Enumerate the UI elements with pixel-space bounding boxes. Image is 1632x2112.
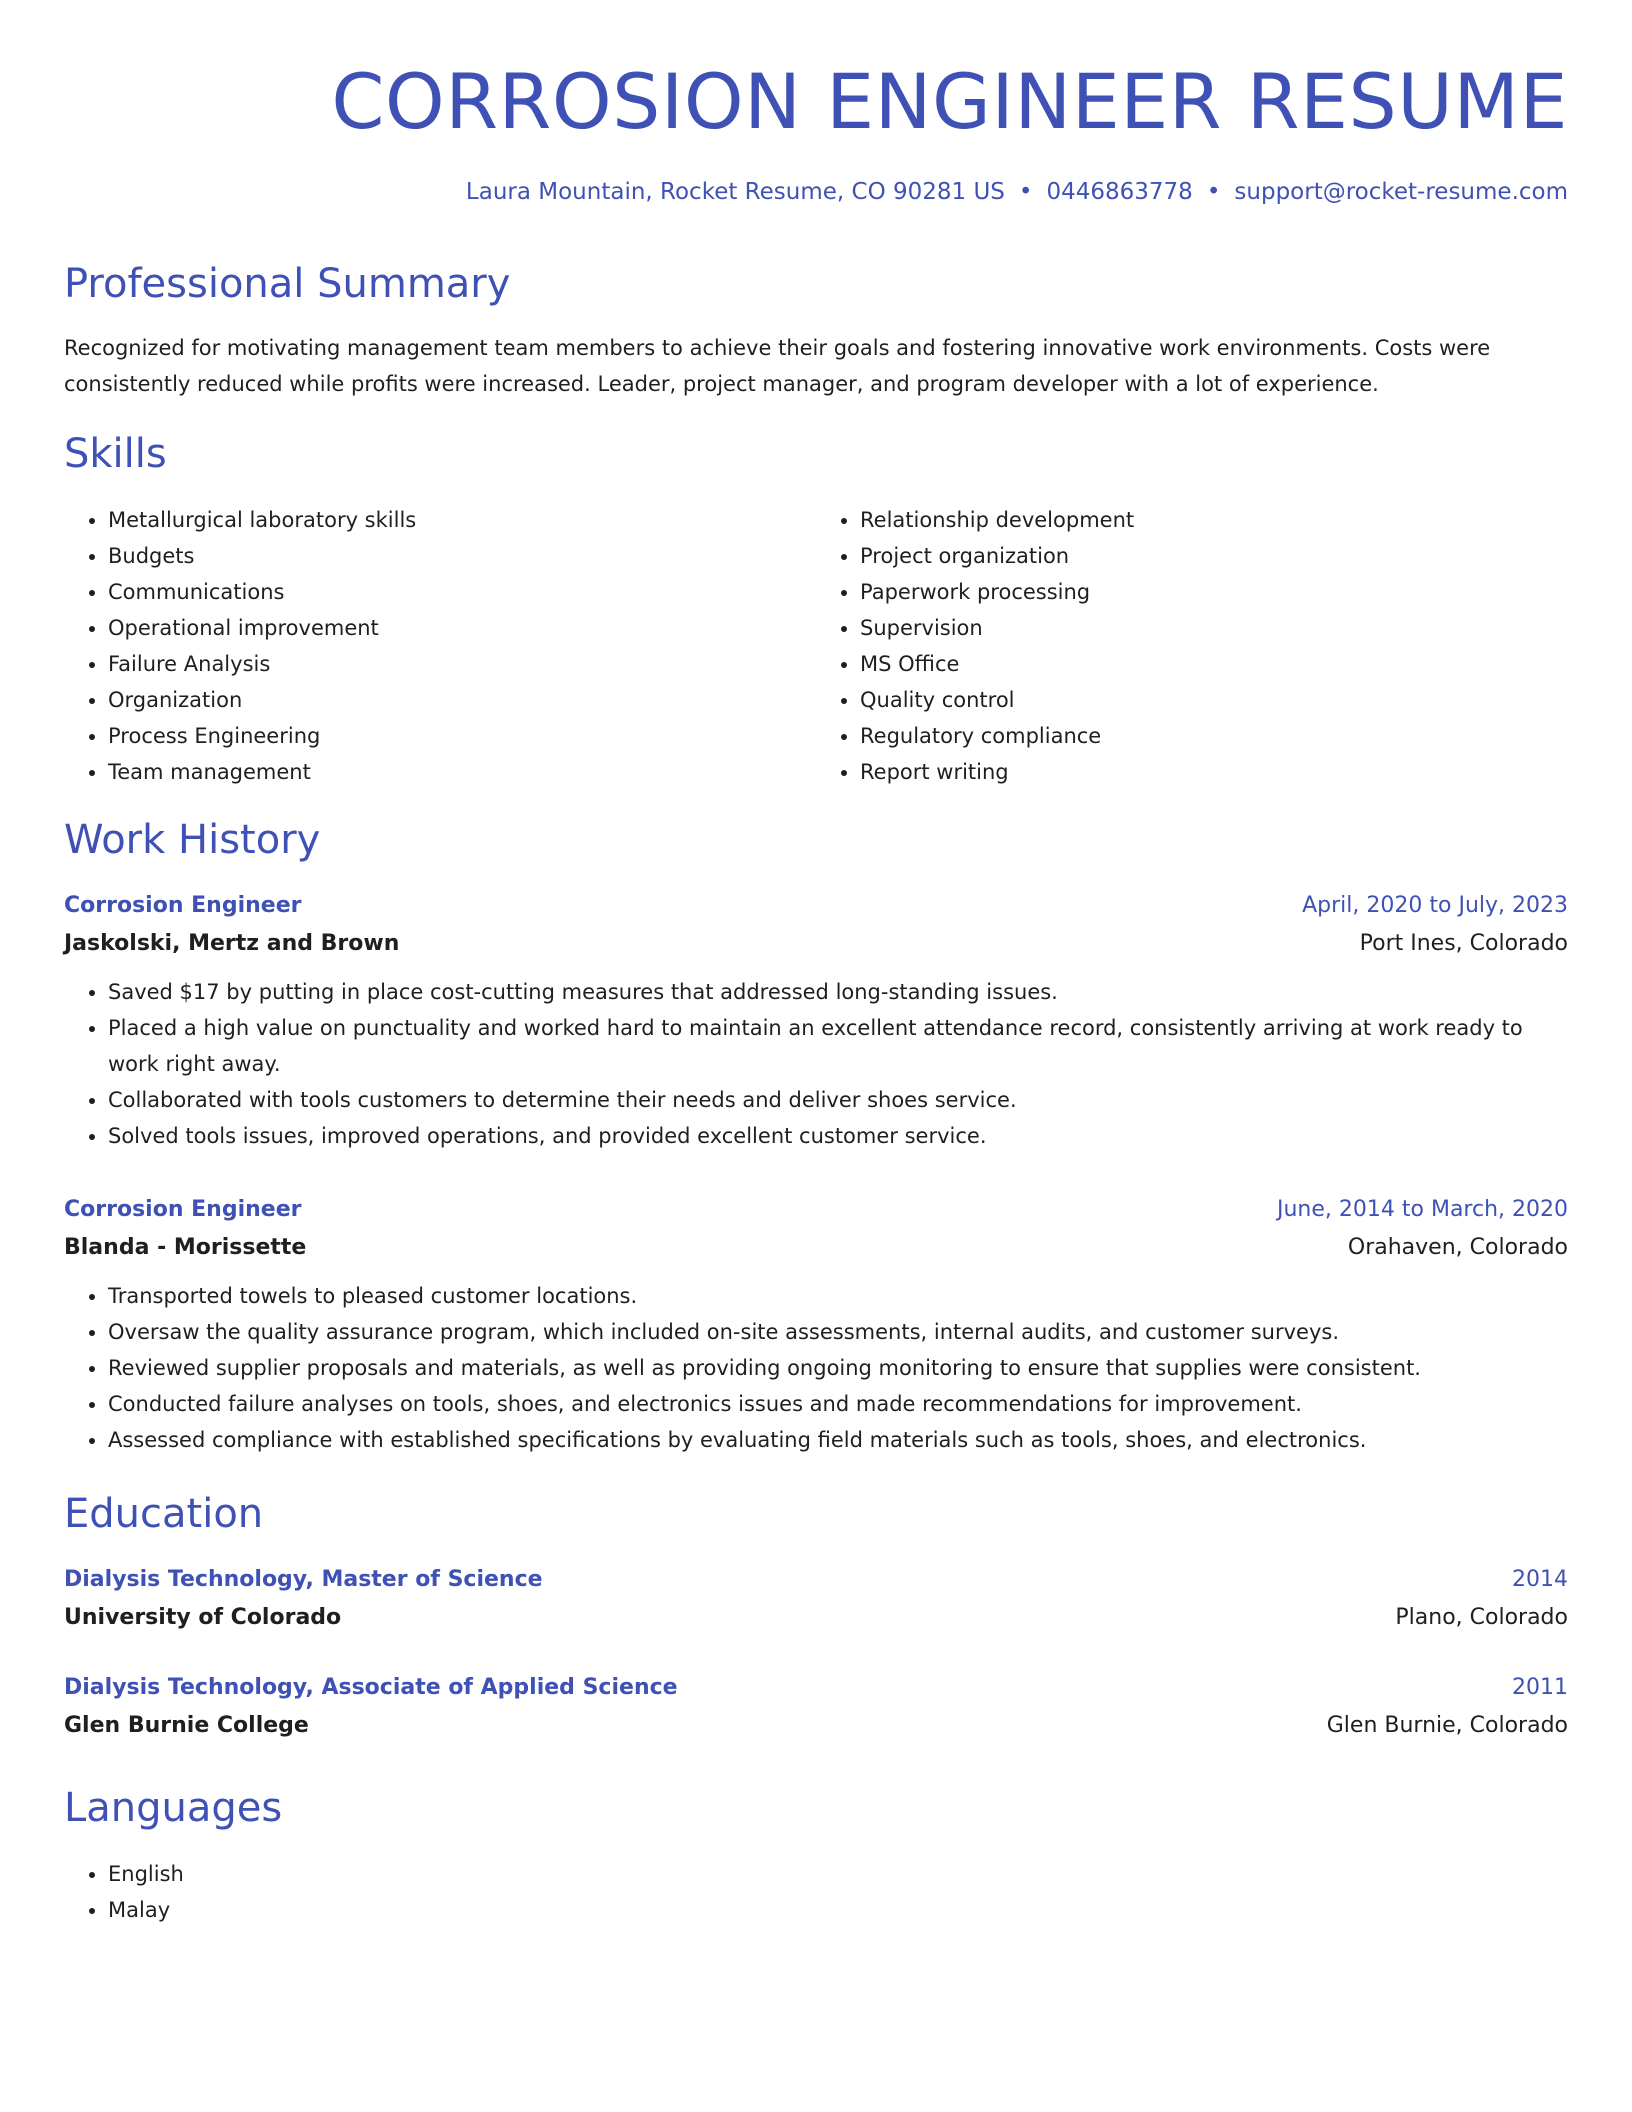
education-degree-row — [64, 1562, 1568, 1598]
skill-item: • Failure Analysis — [108, 646, 816, 682]
skill-item: • Regulatory compliance — [860, 718, 1568, 754]
education-school: University of Colorado — [64, 1605, 342, 1630]
education-degree: Dialysis Technology, Associate of Applied Science — [64, 1675, 678, 1700]
skill-item: • Organization — [108, 682, 816, 718]
job-role: Corrosion Engineer — [64, 1197, 302, 1222]
contact-separator: • — [1206, 179, 1221, 205]
job-bullets — [64, 974, 1568, 1154]
education-degree: Dialysis Technology, Master of Science — [64, 1567, 543, 1592]
skills-column-left — [64, 502, 816, 790]
job-title-row — [64, 1192, 1568, 1228]
skill-item: • Operational improvement — [108, 610, 816, 646]
language-item: • Malay — [108, 1892, 184, 1928]
summary-heading: Professional Summary — [64, 261, 511, 307]
job-company-row — [64, 1228, 1568, 1268]
skills-heading: Skills — [64, 431, 167, 477]
skill-item: • Report writing — [860, 754, 1568, 790]
contact-line — [466, 176, 1568, 208]
contact-address: Laura Mountain, Rocket Resume, CO 90281 US — [465, 179, 1005, 205]
skills-column-right — [816, 502, 1568, 790]
job-title-row — [64, 888, 1568, 924]
education-school-row — [64, 1598, 1568, 1638]
job-role: Corrosion Engineer — [64, 893, 302, 918]
job-company-row — [64, 924, 1568, 964]
job-bullet: • Oversaw the quality assurance program, which included on-site assessments, internal audits, and customer surveys. — [108, 1314, 1568, 1350]
job-entry — [64, 1192, 1568, 1458]
skill-item: • Project organization — [860, 538, 1568, 574]
skill-item: • Supervision — [860, 610, 1568, 646]
job-bullet: • Transported towels to pleased customer locations. — [108, 1278, 1568, 1314]
job-dates: April, 2020 to July, 2023 — [1302, 893, 1568, 918]
job-location: Port Ines, Colorado — [1359, 931, 1568, 956]
education-degree-row — [64, 1670, 1568, 1706]
job-company: Blanda - Morissette — [64, 1235, 307, 1260]
skill-item: • Communications — [108, 574, 816, 610]
skill-item: • Relationship development — [860, 502, 1568, 538]
job-company: Jaskolski, Mertz and Brown — [64, 931, 400, 956]
skill-item: • Process Engineering — [108, 718, 816, 754]
skill-item: • Metallurgical laboratory skills — [108, 502, 816, 538]
skills-list — [64, 502, 1568, 790]
education-entry — [64, 1670, 1568, 1746]
language-item: • English — [108, 1856, 184, 1892]
education-location: Glen Burnie, Colorado — [1326, 1713, 1568, 1738]
skill-item: • MS Office — [860, 646, 1568, 682]
job-bullet: • Assessed compliance with established specifications by evaluating field materials such as tools, shoes, and electronics. — [108, 1422, 1568, 1458]
education-heading: Education — [64, 1491, 264, 1537]
job-bullet: • Placed a high value on punctuality and worked hard to maintain an excellent attendance record, consistently arriving at work ready to work right away. — [108, 1010, 1568, 1082]
skill-item: • Budgets — [108, 538, 816, 574]
job-bullet: • Collaborated with tools customers to determine their needs and deliver shoes service. — [108, 1082, 1568, 1118]
job-bullet: • Reviewed supplier proposals and materials, as well as providing ongoing monitoring to ensure that supplies were consistent. — [108, 1350, 1568, 1386]
languages-heading: Languages — [64, 1785, 283, 1831]
page-title: CORROSION ENGINEER RESUME — [331, 57, 1568, 146]
job-bullets — [64, 1278, 1568, 1458]
skill-item: • Quality control — [860, 682, 1568, 718]
job-dates: June, 2014 to March, 2020 — [1277, 1197, 1568, 1222]
job-entry — [64, 888, 1568, 1154]
work-heading: Work History — [64, 817, 321, 863]
education-year: 2014 — [1512, 1567, 1568, 1592]
job-bullet: • Conducted failure analyses on tools, shoes, and electronics issues and made recommendations for improvement. — [108, 1386, 1568, 1422]
education-school-row — [64, 1706, 1568, 1746]
contact-email[interactable]: support@rocket-resume.com — [1234, 179, 1568, 205]
education-year: 2011 — [1512, 1675, 1568, 1700]
job-bullet: • Saved $17 by putting in place cost-cutting measures that addressed long-standing issues. — [108, 974, 1568, 1010]
summary-text: Recognized for motivating management team members to achieve their goals and fostering innovative work environments. Costs were consistently reduced while profits were increased. Leader, project manager, and program developer with a lot of experience. — [64, 336, 1491, 396]
education-entry — [64, 1562, 1568, 1638]
job-location: Orahaven, Colorado — [1347, 1235, 1568, 1260]
skill-item: • Team management — [108, 754, 816, 790]
skill-item: • Paperwork processing — [860, 574, 1568, 610]
languages-list — [64, 1856, 184, 1928]
job-bullet: • Solved tools issues, improved operations, and provided excellent customer service. — [108, 1118, 1568, 1154]
education-location: Plano, Colorado — [1395, 1605, 1568, 1630]
contact-phone: 0446863778 — [1046, 179, 1193, 205]
education-school: Glen Burnie College — [64, 1713, 309, 1738]
contact-separator: • — [1018, 179, 1033, 205]
